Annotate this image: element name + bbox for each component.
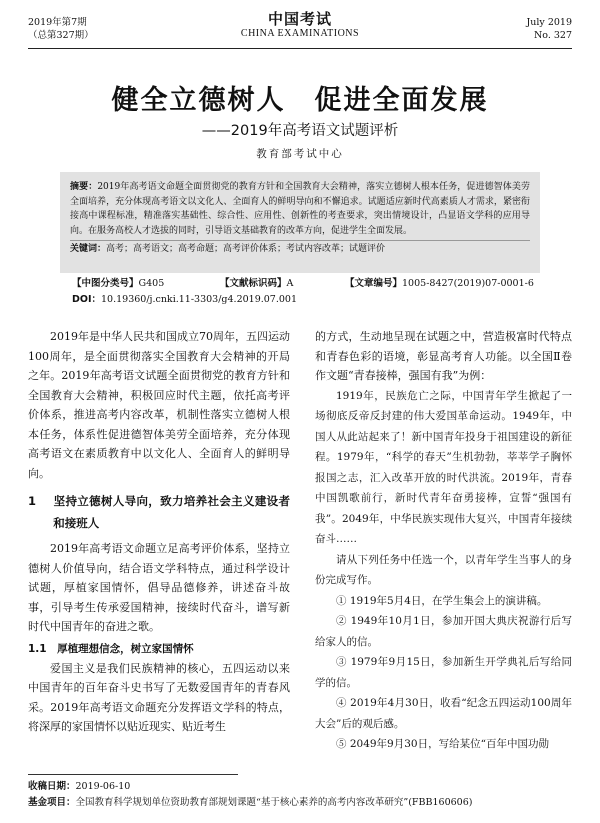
received-label: 收稿日期： <box>28 781 76 792</box>
article-subtitle: ——2019年高考语文试题评析 <box>201 123 399 139</box>
abstract-label: 摘要： <box>70 182 98 192</box>
section-1-1-number: 1.1 <box>28 642 47 655</box>
section-1-title: 坚持立德树人导向，致力培养社会主义建设者和接班人 <box>53 494 290 530</box>
running-header <box>28 10 572 46</box>
article-no-cell <box>345 276 534 292</box>
intro-paragraph: 2019年是中华人民共和国成立70周年，五四运动100周年，是全面贯彻落实全国教育大会精神的开局之年。2019年高考语文试题全面贯彻党的教育方针和全国教育大会精神，积极回应时代主题，依托高考评价体系，推进高考内容改革，机制性落实立德树人根本任务，体系性促进德智体美劳全面培养，充分体现高考语文在素质教育中以文化人、全面育人的鲜明导向。 <box>28 330 290 480</box>
article-no-label: 【文章编号】 <box>345 278 403 289</box>
received-date <box>28 779 572 795</box>
essay-prompt-quote <box>315 386 572 755</box>
keywords-text: 高考；高考语文；高考命题；高考评价体系；考试内容改革；试题评价 <box>106 244 386 254</box>
continued-paragraph: 的方式，生动地呈现在试题之中，营造极富时代特点和青春色彩的语境，彰显高考育人功能。以全国Ⅱ卷作文题“青春接棒，强国有我”为例： <box>315 330 572 382</box>
prompt-paragraph: 1919年，民族危亡之际，中国青年学生掀起了一场彻底反帝反封建的伟大爱国革命运动。1949年，中国人从此站起来了！新中国青年投身于祖国建设的新征程。1979年，“科学的春天”生机勃勃，莘莘学子胸怀报国之志，汇入改革开放的时代洪流。2019年，青春中国凯歌前行，新时代青年奋勇接棒，宣誓“强国有我”。2049年，中华民族实现伟大复兴，中国青年接续奋斗…… <box>315 389 572 545</box>
article-title: 健全立德树人 促进全面发展 <box>111 85 489 116</box>
prompt-task-item: ③ 1979年9月15日，参加新生开学典礼后写给同学的信。 <box>315 656 572 689</box>
article-meta <box>72 276 540 308</box>
issue-date-en: July 2019 <box>526 17 572 28</box>
abstract-box <box>60 172 540 273</box>
doc-code-value: A <box>286 278 294 289</box>
prompt-task-item: ④ 2019年4月30日，收看“纪念五四运动100周年大会”后的观后感。 <box>315 697 572 730</box>
keywords-label: 关键词： <box>70 244 107 254</box>
fund-label: 基金项目： <box>28 797 76 808</box>
section-1-number: 1 <box>28 494 37 508</box>
section-1-1-title: 厚植理想信念，树立家国情怀 <box>57 642 194 655</box>
issue-total: （总第327期） <box>28 30 94 41</box>
doc-code-label: 【文献标识码】 <box>220 278 287 289</box>
prompt-instruction: 请从下列任务中任选一个，以青年学生当事人的身份完成写作。 <box>315 553 572 586</box>
doi-row <box>72 292 540 308</box>
abstract <box>70 180 530 238</box>
received-value: 2019-06-10 <box>75 781 131 792</box>
issue-no-en: No. 327 <box>533 30 572 41</box>
section-1-heading <box>28 490 290 534</box>
fund-info <box>28 795 572 811</box>
journal-logo-cn: 中国考试 <box>267 10 332 28</box>
prompt-task-item: ⑤ 2049年9月30日，写给某位“百年中国功勋 <box>336 738 549 750</box>
section-1-paragraph: 2019年高考语文命题立足高考评价体系，坚持立德树人价值导向，结合语文学科特点，通过科学设计试题，厚植家国情怀，倡导品德修养，讲述奋斗故事，引导考生传承爱国精神，接续时代奋斗，谱写新时代中国青年的奋进之歌。 <box>28 542 290 633</box>
doi-value: 10.19360/j.cnki.11-3303/g4.2019.07.001 <box>101 294 298 305</box>
article-no-value: 1005-8427(2019)07-0001-6 <box>402 278 534 289</box>
fund-value: 全国教育科学规划单位资助教育部规划课题“基于核心素养的高考内容改革研究”(FBB160606) <box>75 797 473 808</box>
prompt-task-item: ② 1949年10月1日，参加开国大典庆祝游行后写给家人的信。 <box>315 615 572 648</box>
clc-cell <box>72 276 220 292</box>
abstract-text: 2019年高考语文命题全面贯彻党的教育方针和全国教育大会精神，落实立德树人根本任务，促进德智体美劳全面培养，充分体现高考语文以文化人、全面育人的鲜明导向和不懈追求。试题适应新时代高素质人才需求，紧密衔接高中课程标准，精准落实基础性、综合性、应用性、创新性的考查要求，突出情境设计，凸显语文学科的应用导向。在服务高校人才选拔的同时，引导语文基础教育的改革方向，促进学生全面发展。 <box>70 182 530 236</box>
journal-logo-en: CHINA EXAMINATIONS <box>240 28 360 39</box>
left-column <box>28 327 290 737</box>
right-column <box>315 327 572 755</box>
section-1-1-paragraph: 爱国主义是我们民族精神的核心，五四运动以来中国青年的百年奋斗史书写了无数爱国青年的青春风采。2019年高考语文命题充分发挥语文学科的特点，将深厚的家国情怀以贴近现实、贴近考生 <box>28 661 290 733</box>
header-rule <box>28 48 572 49</box>
keywords <box>70 240 530 257</box>
journal-logo <box>28 10 572 40</box>
meta-row <box>72 276 540 292</box>
footnote <box>28 779 572 811</box>
issue-info-en <box>526 16 572 42</box>
footnote-rule <box>28 774 238 775</box>
doc-code-cell <box>220 276 345 292</box>
article-author: 教育部考试中心 <box>256 148 344 160</box>
doi-label: DOI： <box>72 294 101 305</box>
prompt-task-item: ① 1919年5月4日，在学生集会上的演讲稿。 <box>336 594 548 607</box>
clc-value: G405 <box>138 278 165 289</box>
issue-number: 2019年第7期 <box>28 17 87 28</box>
clc-label: 【中图分类号】 <box>72 278 139 289</box>
section-1-1-heading <box>28 639 290 659</box>
